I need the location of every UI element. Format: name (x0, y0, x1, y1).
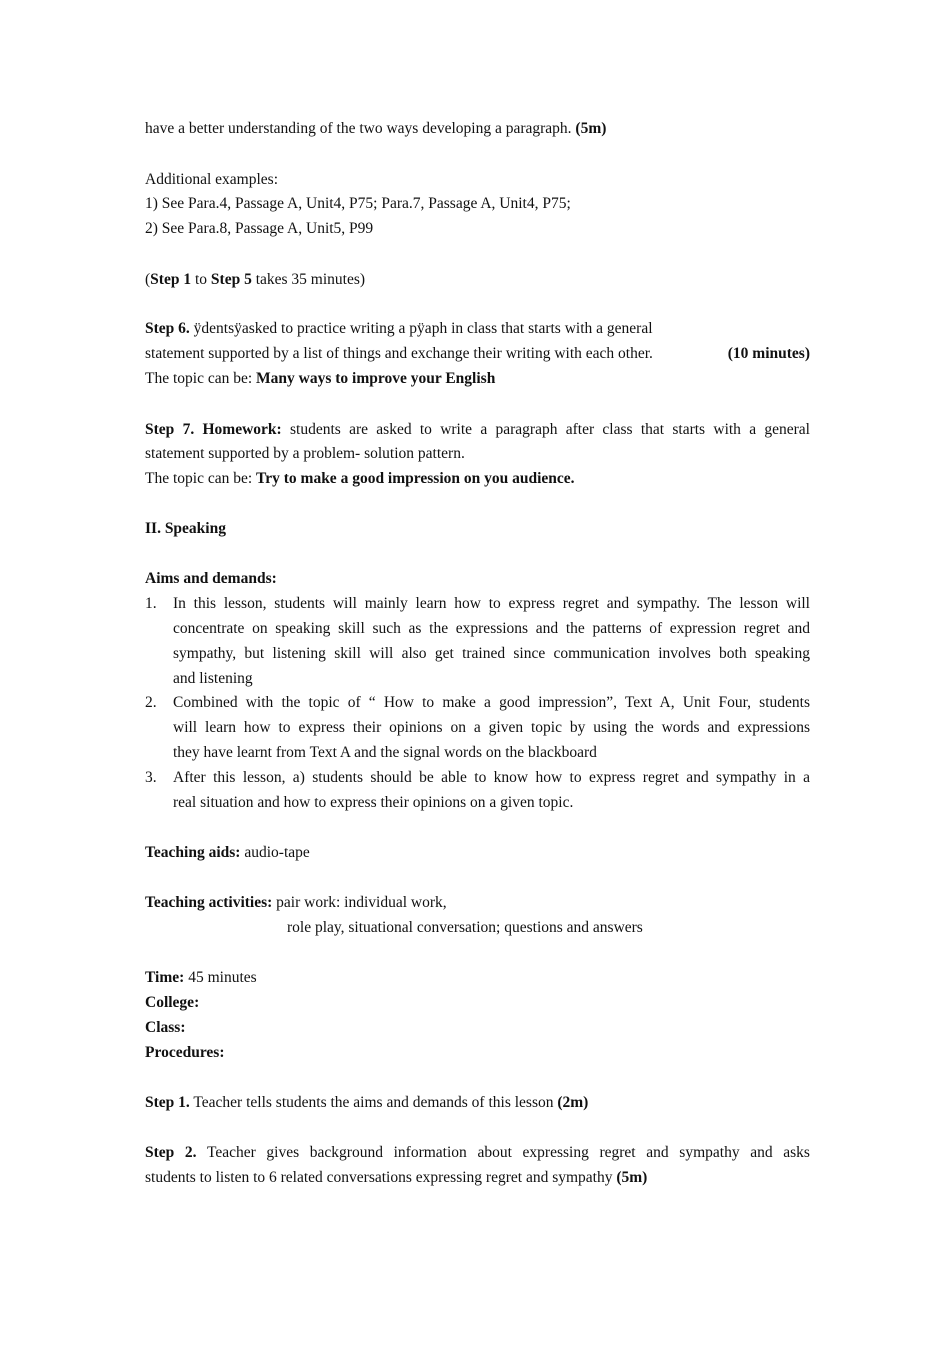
list-number: 2. (145, 694, 157, 711)
step7-text: students are asked to write a paragraph after class that starts with a general (289, 421, 810, 438)
teaching-activities-continued: role play, situational conversation; questions and answers (287, 919, 643, 936)
aim-item-line: In this lesson, students will mainly learn how to express regret and sympathy. The lesson will (173, 595, 810, 612)
step6-text: ÿdentsÿasked to practice writing a pÿaph in class that starts with a general (193, 320, 653, 337)
aim-item-line: they have learnt from Text A and the signal words on the blackboard (173, 744, 597, 761)
teaching-activities (145, 894, 810, 912)
topic-title: Try to make a good impression on you audience. (256, 470, 575, 487)
step-text: Teacher gives background information about expressing regret and sympathy and asks (206, 1144, 810, 1161)
aim-item-line: will learn how to express their opinions on a given topic by using the words and expressions (173, 719, 810, 736)
step6-topic (145, 370, 810, 388)
step6-line2 (145, 345, 810, 363)
step-label: Step 1. (145, 1094, 190, 1111)
teaching-aids (145, 844, 810, 862)
step7-line2: statement supported by a problem- solution pattern. (145, 445, 465, 462)
note-open: ( (145, 271, 151, 288)
procedure-step1 (145, 1094, 810, 1112)
step6-time: (10 minutes) (727, 345, 810, 362)
aim-item-line: concentrate on speaking skill such as the expressions and the patterns of expression regret and (173, 620, 810, 637)
steps-duration-note (145, 271, 810, 289)
field-label: Teaching activities: (145, 894, 273, 911)
procedure-step2-line2 (145, 1169, 810, 1187)
topic-prefix: The topic can be: (145, 470, 253, 487)
step-label: Step 2. (145, 1144, 197, 1161)
list-number: 1. (145, 595, 157, 612)
field-label: Time: (145, 969, 185, 986)
note-step-start: Step 1 (150, 271, 192, 288)
time-marker: (5m) (575, 120, 607, 137)
field-value: audio-tape (244, 844, 310, 861)
aim-item-line: Combined with the topic of “ How to make a good impression”, Text A, Unit Four, students (173, 694, 810, 711)
note-rest: takes 35 minutes) (251, 271, 366, 288)
step6-text-2: statement supported by a list of things and exchange their writing with each other. (145, 345, 653, 362)
note-step-end: Step 5 (210, 271, 252, 288)
example-item: 2) See Para.8, Passage A, Unit5, P99 (145, 220, 374, 237)
aim-item-line: sympathy, but listening skill will also get trained since communication involves both speaking (173, 645, 810, 662)
step6-line1 (145, 320, 725, 338)
step7-line1 (145, 421, 810, 439)
class-label: Class: (145, 1019, 186, 1036)
list-number: 3. (145, 769, 157, 786)
field-label: Teaching aids: (145, 844, 241, 861)
field-value: 45 minutes (188, 969, 257, 986)
step6-label: Step 6. (145, 320, 190, 337)
note-to: to (191, 271, 211, 288)
step-time: (2m) (557, 1094, 589, 1111)
procedures-label: Procedures: (145, 1044, 225, 1061)
aim-item-line: After this lesson, a) students should be able to know how to express regret and sympathy in a (173, 769, 810, 786)
section-heading: II. Speaking (145, 520, 226, 537)
step7-topic (145, 470, 810, 488)
step-time: (5m) (616, 1169, 648, 1186)
time-info (145, 969, 810, 987)
paragraph-continuation (145, 120, 810, 138)
topic-prefix: The topic can be: (145, 370, 253, 387)
field-value: pair work: individual work, (276, 894, 447, 911)
procedure-step2-line1 (145, 1144, 810, 1162)
aim-item-line: real situation and how to express their opinions on a given topic. (173, 794, 574, 811)
step7-label: Step 7. Homework: (145, 421, 282, 438)
example-item: 1) See Para.4, Passage A, Unit4, P75; Para.7, Passage A, Unit4, P75; (145, 195, 571, 212)
college-label: College: (145, 994, 200, 1011)
examples-heading: Additional examples: (145, 171, 279, 188)
continuation-text: have a better understanding of the two ways developing a paragraph. (145, 120, 572, 137)
aim-item-line: and listening (173, 670, 253, 687)
aims-heading: Aims and demands: (145, 570, 277, 587)
topic-title: Many ways to improve your English (256, 370, 496, 387)
step-text: Teacher tells students the aims and demands of this lesson (193, 1094, 554, 1111)
step-text-2: students to listen to 6 related conversations expressing regret and sympathy (145, 1169, 613, 1186)
